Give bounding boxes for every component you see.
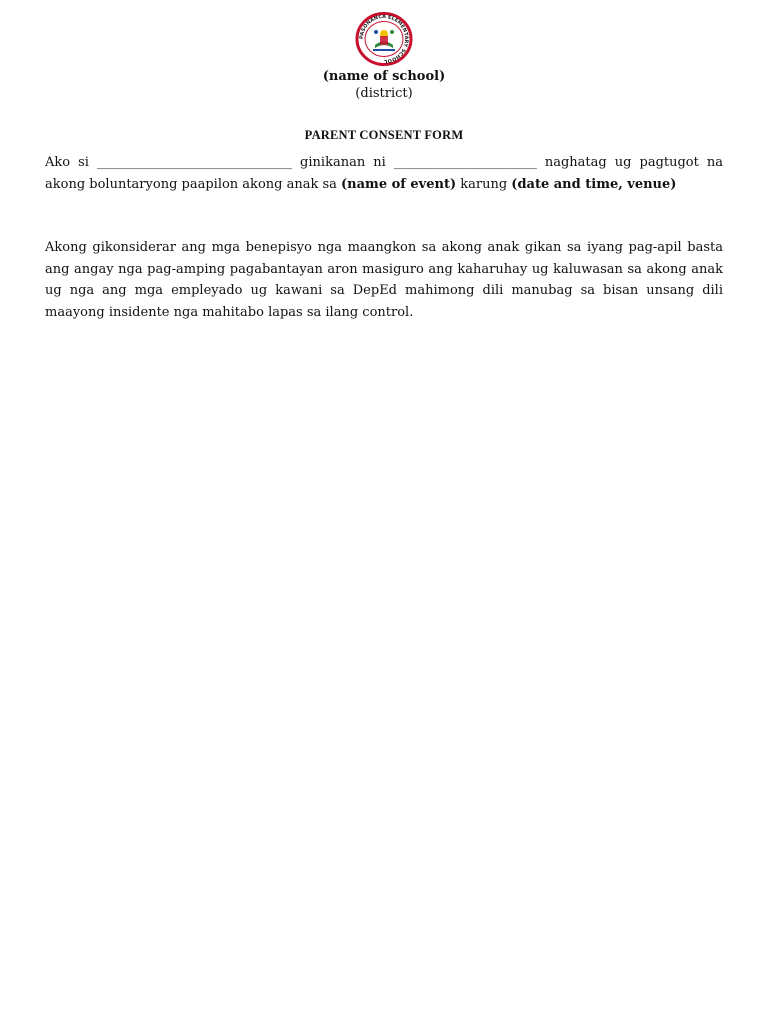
consent-text-d: karung — [456, 176, 512, 192]
form-title: PARENT CONSENT FORM — [304, 128, 464, 142]
parent-name-blank: ______________________ — [393, 155, 537, 170]
date-venue-placeholder: (date and time, venue) — [511, 176, 677, 192]
consent-text-c: naghatag ug pagtugot na akong boluntaryong paapilon akong anak sa — [45, 155, 724, 192]
school-seal-logo — [355, 12, 413, 66]
consent-text-a: Ako si — [45, 155, 98, 170]
consent-text-b: ginikanan ni — [292, 155, 394, 170]
school-name: (name of school) — [322, 69, 446, 84]
consent-paragraph — [45, 152, 723, 195]
waiver-paragraph: Akong gikonsiderar ang mga benepisyo nga maangkon sa akong anak gikan sa iyang pag-apil basta ang angay nga pag-amping pagabantayan aron masiguro ang kaharuhay ug kaluwasan sa akong anak ug nga ang mga empleyado ug kawani sa DepEd mahimong dili manubag sa bisan unsang dili maayong insidente nga mahitabo lapas sa ilang control. — [45, 240, 723, 320]
student-name-blank: ______________________________ — [97, 155, 293, 170]
district-name: (district) — [355, 86, 413, 101]
event-name-placeholder: (name of event) — [341, 176, 457, 192]
seal-ring-text: PASONANCA ELEMENTARY SCHOOL — [358, 13, 410, 65]
